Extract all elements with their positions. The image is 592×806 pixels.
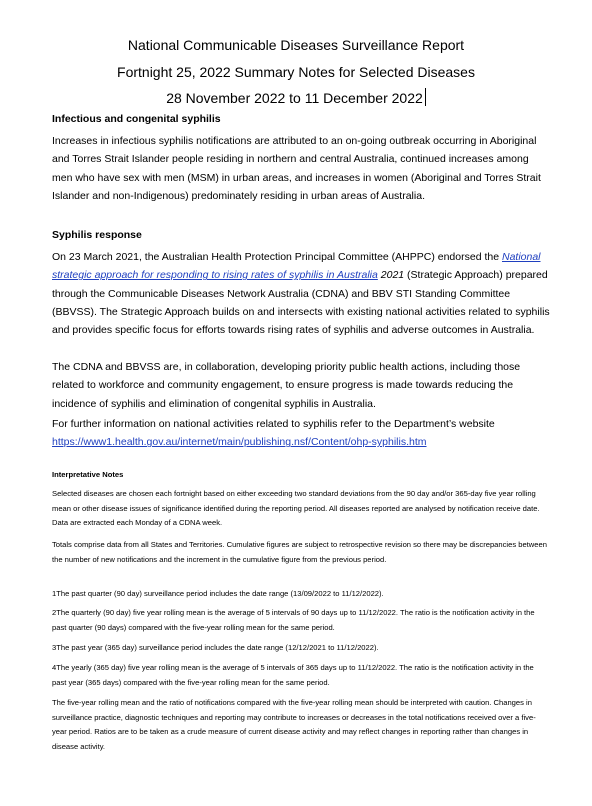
response-p2-text: The CDNA and BBVSS are, in collaboration, developing priority public health actions, including those related to workforce and community engagement, to ensure progress is made towards reducing the incidence of syphilis and elimination of congenital syphilis in Australia. bbox=[52, 361, 521, 410]
response-p1-before: On 23 March 2021, the Australian Health Protection Principal Committee (AHPPC) endorsed the bbox=[52, 251, 502, 263]
infectious-syphilis-text: Increases in infectious syphilis notifications are attributed to an on-going outbreak occurring in Aboriginal and Torres Strait Islander people residing in northern and central Australia, continued increases among men who have sex with men (MSM) in urban areas, and increases in women (Aboriginal and Torres Strait Islander and non-Indigenous) predominately residing in urban areas of Australia. bbox=[52, 135, 541, 202]
syphilis-response-paragraph-2 bbox=[52, 358, 552, 413]
note-totals: Totals comprise data from all States and Territories. Cumulative figures are subject to retrospective revision so there may be discrepancies between the number of new notifications and the increment in the cumulative figure from the previous period. bbox=[52, 540, 547, 564]
response-p1-year: 2021 bbox=[377, 269, 405, 282]
syphilis-response-paragraph-3 bbox=[52, 415, 552, 452]
report-title: National Communicable Diseases Surveillance Report bbox=[127, 37, 465, 53]
report-subtitle: Fortnight 25, 2022 Summary Notes for Selected Diseases bbox=[117, 64, 475, 80]
syphilis-response-heading: Syphilis response bbox=[52, 229, 142, 241]
infectious-syphilis-paragraph bbox=[52, 132, 552, 205]
note-selected-diseases: Selected diseases are chosen each fortnight based on either exceeding two standard deviations from the 90 day and/or 365-day five year rolling mean or other disease issues of significance identified during the reporting period. All diseases reported are analysed by notification receive date. Data are extracted each Monday of a CDNA week. bbox=[52, 489, 540, 528]
note-rolling-mean-caution: The five-year rolling mean and the ratio of notifications compared with the five-year rolling mean should be interpreted with caution. Changes in surveillance practice, diagnostic techniques and reporting may contribute to increases or decreases in the total notifications received over a five-year period. Ratios are to be taken as a crude measure of current disease activity and may reflect changes in reporting rather than changes in disease activity. bbox=[52, 698, 536, 751]
report-date-range[interactable] bbox=[0, 88, 592, 107]
response-p3-text: For further information on national activities related to syphilis refer to the Department’s website bbox=[52, 418, 495, 430]
note-quarterly-mean: 2The quarterly (90 day) five year rolling mean is the average of 5 intervals of 90 days up to 11/12/2022. The ratio is the notification activity in the past quarter (90 days) compared with the five-year rolling mean for the same period. bbox=[52, 608, 535, 632]
interpretative-notes-heading: Interpretative Notes bbox=[52, 470, 124, 479]
infectious-syphilis-heading: Infectious and congenital syphilis bbox=[52, 113, 221, 125]
text-cursor bbox=[425, 88, 426, 106]
note-yearly-mean: 4The yearly (365 day) five year rolling mean is the average of 5 intervals of 365 days up to 11/12/2022. The ratio is the notification activity in the past year (365 days) compared with the five-year rolling mean for the same period. bbox=[52, 663, 534, 687]
date-range-text: 28 November 2022 to 11 December 2022 bbox=[166, 90, 423, 106]
note-past-quarter: 1The past quarter (90 day) surveillance period includes the date range (13/09/2022 to 11/12/2022). bbox=[52, 589, 384, 598]
strategic-approach-link[interactable]: National strategic approach for responding to rising rates of syphilis in Australia bbox=[52, 251, 541, 282]
response-p1-after: (Strategic Approach) prepared through the Communicable Diseases Network Australia (CDNA) and BBV STI Standing Committee (BBVSS). The Strategic Approach builds on and intersects with existing national activities related to syphilis and provides specific focus for efforts towards rising rates of syphilis and adverse outcomes in Australia. bbox=[52, 269, 550, 337]
note-past-year: 3The past year (365 day) surveillance period includes the date range (12/12/2021 to 11/12/2022). bbox=[52, 643, 379, 652]
syphilis-response-paragraph-1 bbox=[52, 248, 552, 339]
department-website-link[interactable]: https://www1.health.gov.au/internet/main/publishing.nsf/Content/ohp-syphilis.htm bbox=[52, 436, 427, 449]
